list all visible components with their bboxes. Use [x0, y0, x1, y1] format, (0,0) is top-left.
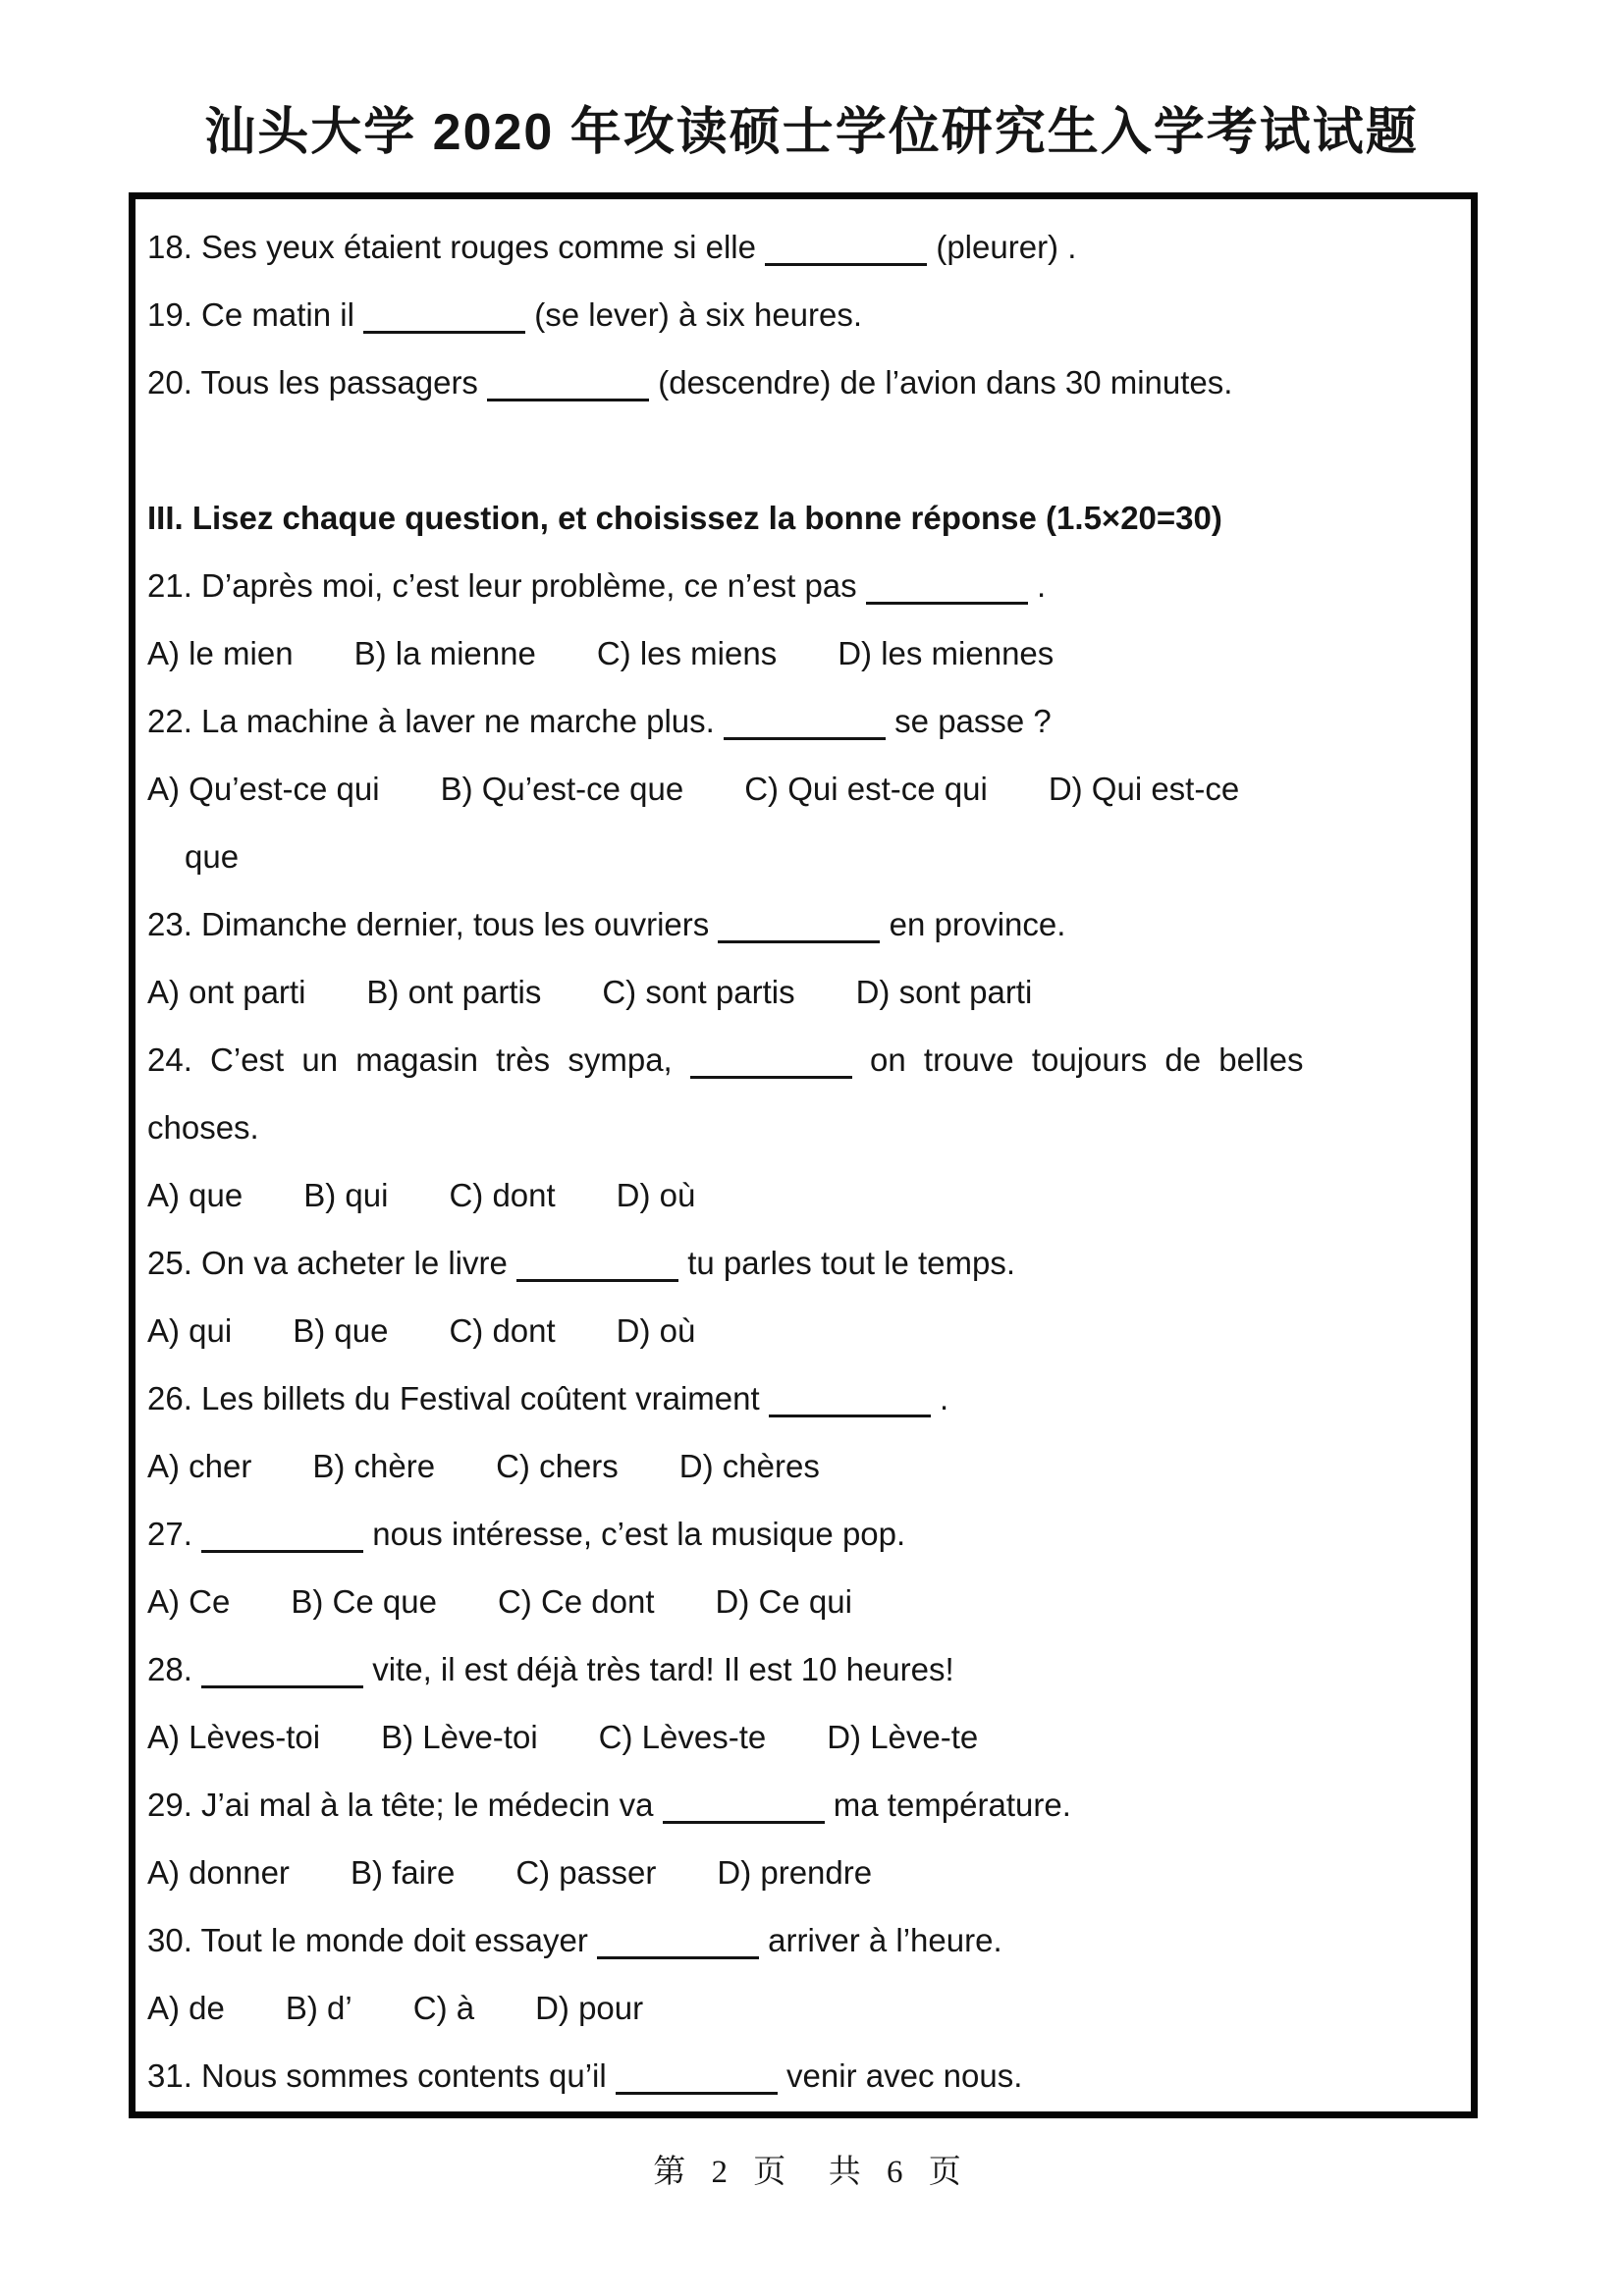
- text-segment: III. Lisez chaque question, et choisissez la bonne réponse (1.5×20=30): [147, 500, 1222, 536]
- option-item: B) la mienne: [353, 635, 536, 671]
- text-segment: 18. Ses yeux étaient rouges comme si elle: [147, 229, 766, 265]
- option-item: C) les miens: [596, 635, 778, 671]
- text-segment: se passe ?: [886, 703, 1052, 739]
- text-segment: nous intéresse, c’est la musique pop.: [363, 1516, 906, 1552]
- option-item: B) Qu’est-ce que: [440, 771, 684, 807]
- blank-line: [487, 399, 649, 401]
- blank-line: [663, 1821, 825, 1824]
- option-item: A) Lèves-toi: [147, 1719, 321, 1755]
- option-item: D) Lève-te: [827, 1719, 979, 1755]
- text-segment: (descendre) de l’avion dans 30 minutes.: [649, 364, 1233, 400]
- exam-line: [147, 213, 1463, 281]
- exam-line: [147, 1364, 1463, 1432]
- text-segment: (se lever) à six heures.: [525, 296, 863, 333]
- option-item: C) à: [412, 1990, 475, 2026]
- exam-line: [147, 687, 1463, 755]
- text-segment: ma température.: [824, 1787, 1071, 1823]
- text-segment: 25. On va acheter le livre: [147, 1245, 517, 1281]
- text-segment: 30. Tout le monde doit essayer: [147, 1922, 598, 1958]
- text-segment: on trouve toujours de belles: [851, 1041, 1304, 1078]
- option-item: B) faire: [350, 1854, 456, 1891]
- option-row: [147, 958, 1463, 1026]
- blank-line: [718, 940, 880, 943]
- option-item: A) le mien: [147, 635, 294, 671]
- option-item: C) chers: [496, 1448, 619, 1484]
- option-item: C) Qui est-ce qui: [744, 771, 988, 807]
- option-row: [147, 1974, 1463, 2042]
- option-row: [147, 1161, 1463, 1229]
- option-item: C) Ce dont: [497, 1583, 655, 1620]
- text-segment: en province.: [880, 906, 1066, 942]
- option-item: D) chères: [678, 1448, 820, 1484]
- exam-line: [147, 348, 1463, 416]
- exam-line: [147, 890, 1463, 958]
- blank-line: [769, 1415, 931, 1417]
- text-segment: 31. Nous sommes contents qu’il: [147, 2057, 616, 2094]
- text-segment: 24. C’est un magasin très sympa,: [147, 1041, 690, 1078]
- text-segment: venir avec nous.: [777, 2057, 1023, 2094]
- option-row: [147, 619, 1463, 687]
- option-item: B) d’: [285, 1990, 352, 2026]
- blank-line: [724, 737, 886, 740]
- option-row: [147, 755, 1463, 823]
- text-segment: 28.: [147, 1651, 202, 1687]
- option-item: A) cher: [147, 1448, 252, 1484]
- exam-line: [147, 1906, 1463, 1974]
- exam-title: 汕头大学 2020 年攻读硕士学位研究生入学考试试题: [204, 104, 1419, 161]
- exam-line: [147, 281, 1463, 348]
- text-segment: .: [1027, 567, 1047, 604]
- option-row: [147, 1568, 1463, 1635]
- option-item: B) chère: [312, 1448, 436, 1484]
- option-item: D) les miennes: [838, 635, 1055, 671]
- text-segment: 20. Tous les passagers: [147, 364, 488, 400]
- option-item: B) ont partis: [366, 974, 542, 1010]
- exam-line: [147, 1026, 1463, 1094]
- exam-line: [147, 2042, 1463, 2109]
- exam-line: [147, 1635, 1463, 1703]
- option-row: [147, 1432, 1463, 1500]
- exam-line: [147, 1229, 1463, 1297]
- blank-line: [690, 1076, 852, 1079]
- question-box: [129, 192, 1478, 2118]
- option-row: [147, 1839, 1463, 1906]
- option-item: D) où: [616, 1177, 696, 1213]
- exam-line: [147, 1771, 1463, 1839]
- blank-line: [866, 602, 1028, 605]
- text-segment: vite, il est déjà très tard! Il est 10 heures!: [363, 1651, 954, 1687]
- option-item: D) prendre: [717, 1854, 873, 1891]
- option-item: B) Lève-toi: [381, 1719, 538, 1755]
- option-item: D) Ce qui: [715, 1583, 852, 1620]
- option-item: A) ont parti: [147, 974, 306, 1010]
- exam-line: [147, 823, 1463, 890]
- option-item: C) sont partis: [602, 974, 795, 1010]
- text-segment: .: [930, 1380, 949, 1416]
- option-item: D) pour: [535, 1990, 644, 2026]
- text-segment: (pleurer) .: [927, 229, 1077, 265]
- text-segment: 21. D’après moi, c’est leur problème, ce n’est pas: [147, 567, 866, 604]
- section-header: [147, 484, 1463, 552]
- text-segment: tu parles tout le temps.: [678, 1245, 1016, 1281]
- option-item: D) Qui est-ce: [1048, 771, 1240, 807]
- blank-line: [765, 263, 927, 266]
- blank-line: [201, 1550, 363, 1553]
- option-item: C) passer: [515, 1854, 657, 1891]
- option-item: A) de: [147, 1990, 225, 2026]
- option-item: B) qui: [303, 1177, 389, 1213]
- text-segment: arriver à l’heure.: [759, 1922, 1002, 1958]
- text-segment: 23. Dimanche dernier, tous les ouvriers: [147, 906, 719, 942]
- exam-line: [147, 552, 1463, 619]
- option-item: D) où: [616, 1312, 696, 1349]
- option-item: A) que: [147, 1177, 243, 1213]
- exam-line: [147, 1094, 1463, 1161]
- text-segment: 22. La machine à laver ne marche plus.: [147, 703, 724, 739]
- text-segment: choses.: [147, 1109, 259, 1146]
- blank-line: [516, 1279, 678, 1282]
- option-item: B) que: [293, 1312, 389, 1349]
- text-segment: 19. Ce matin il: [147, 296, 364, 333]
- spacer-line: [147, 416, 1463, 484]
- blank-line: [597, 1956, 759, 1959]
- blank-line: [363, 331, 525, 334]
- option-item: C) Lèves-te: [598, 1719, 767, 1755]
- text-segment: que: [185, 838, 240, 875]
- text-segment: 27.: [147, 1516, 202, 1552]
- option-item: A) Qu’est-ce qui: [147, 771, 380, 807]
- exam-line: [147, 1500, 1463, 1568]
- option-item: A) Ce: [147, 1583, 231, 1620]
- option-item: B) Ce que: [291, 1583, 437, 1620]
- text-segment: 29. J’ai mal à la tête; le médecin va: [147, 1787, 663, 1823]
- option-row: [147, 1703, 1463, 1771]
- option-item: A) qui: [147, 1312, 233, 1349]
- option-item: D) sont parti: [855, 974, 1033, 1010]
- option-item: C) dont: [449, 1177, 556, 1213]
- option-item: C) dont: [449, 1312, 556, 1349]
- option-row: [147, 1297, 1463, 1364]
- blank-line: [201, 1685, 363, 1688]
- page-footer: 第 2 页 共 6 页: [653, 2155, 970, 2190]
- blank-line: [616, 2092, 778, 2095]
- text-segment: 26. Les billets du Festival coûtent vraiment: [147, 1380, 769, 1416]
- option-item: A) donner: [147, 1854, 290, 1891]
